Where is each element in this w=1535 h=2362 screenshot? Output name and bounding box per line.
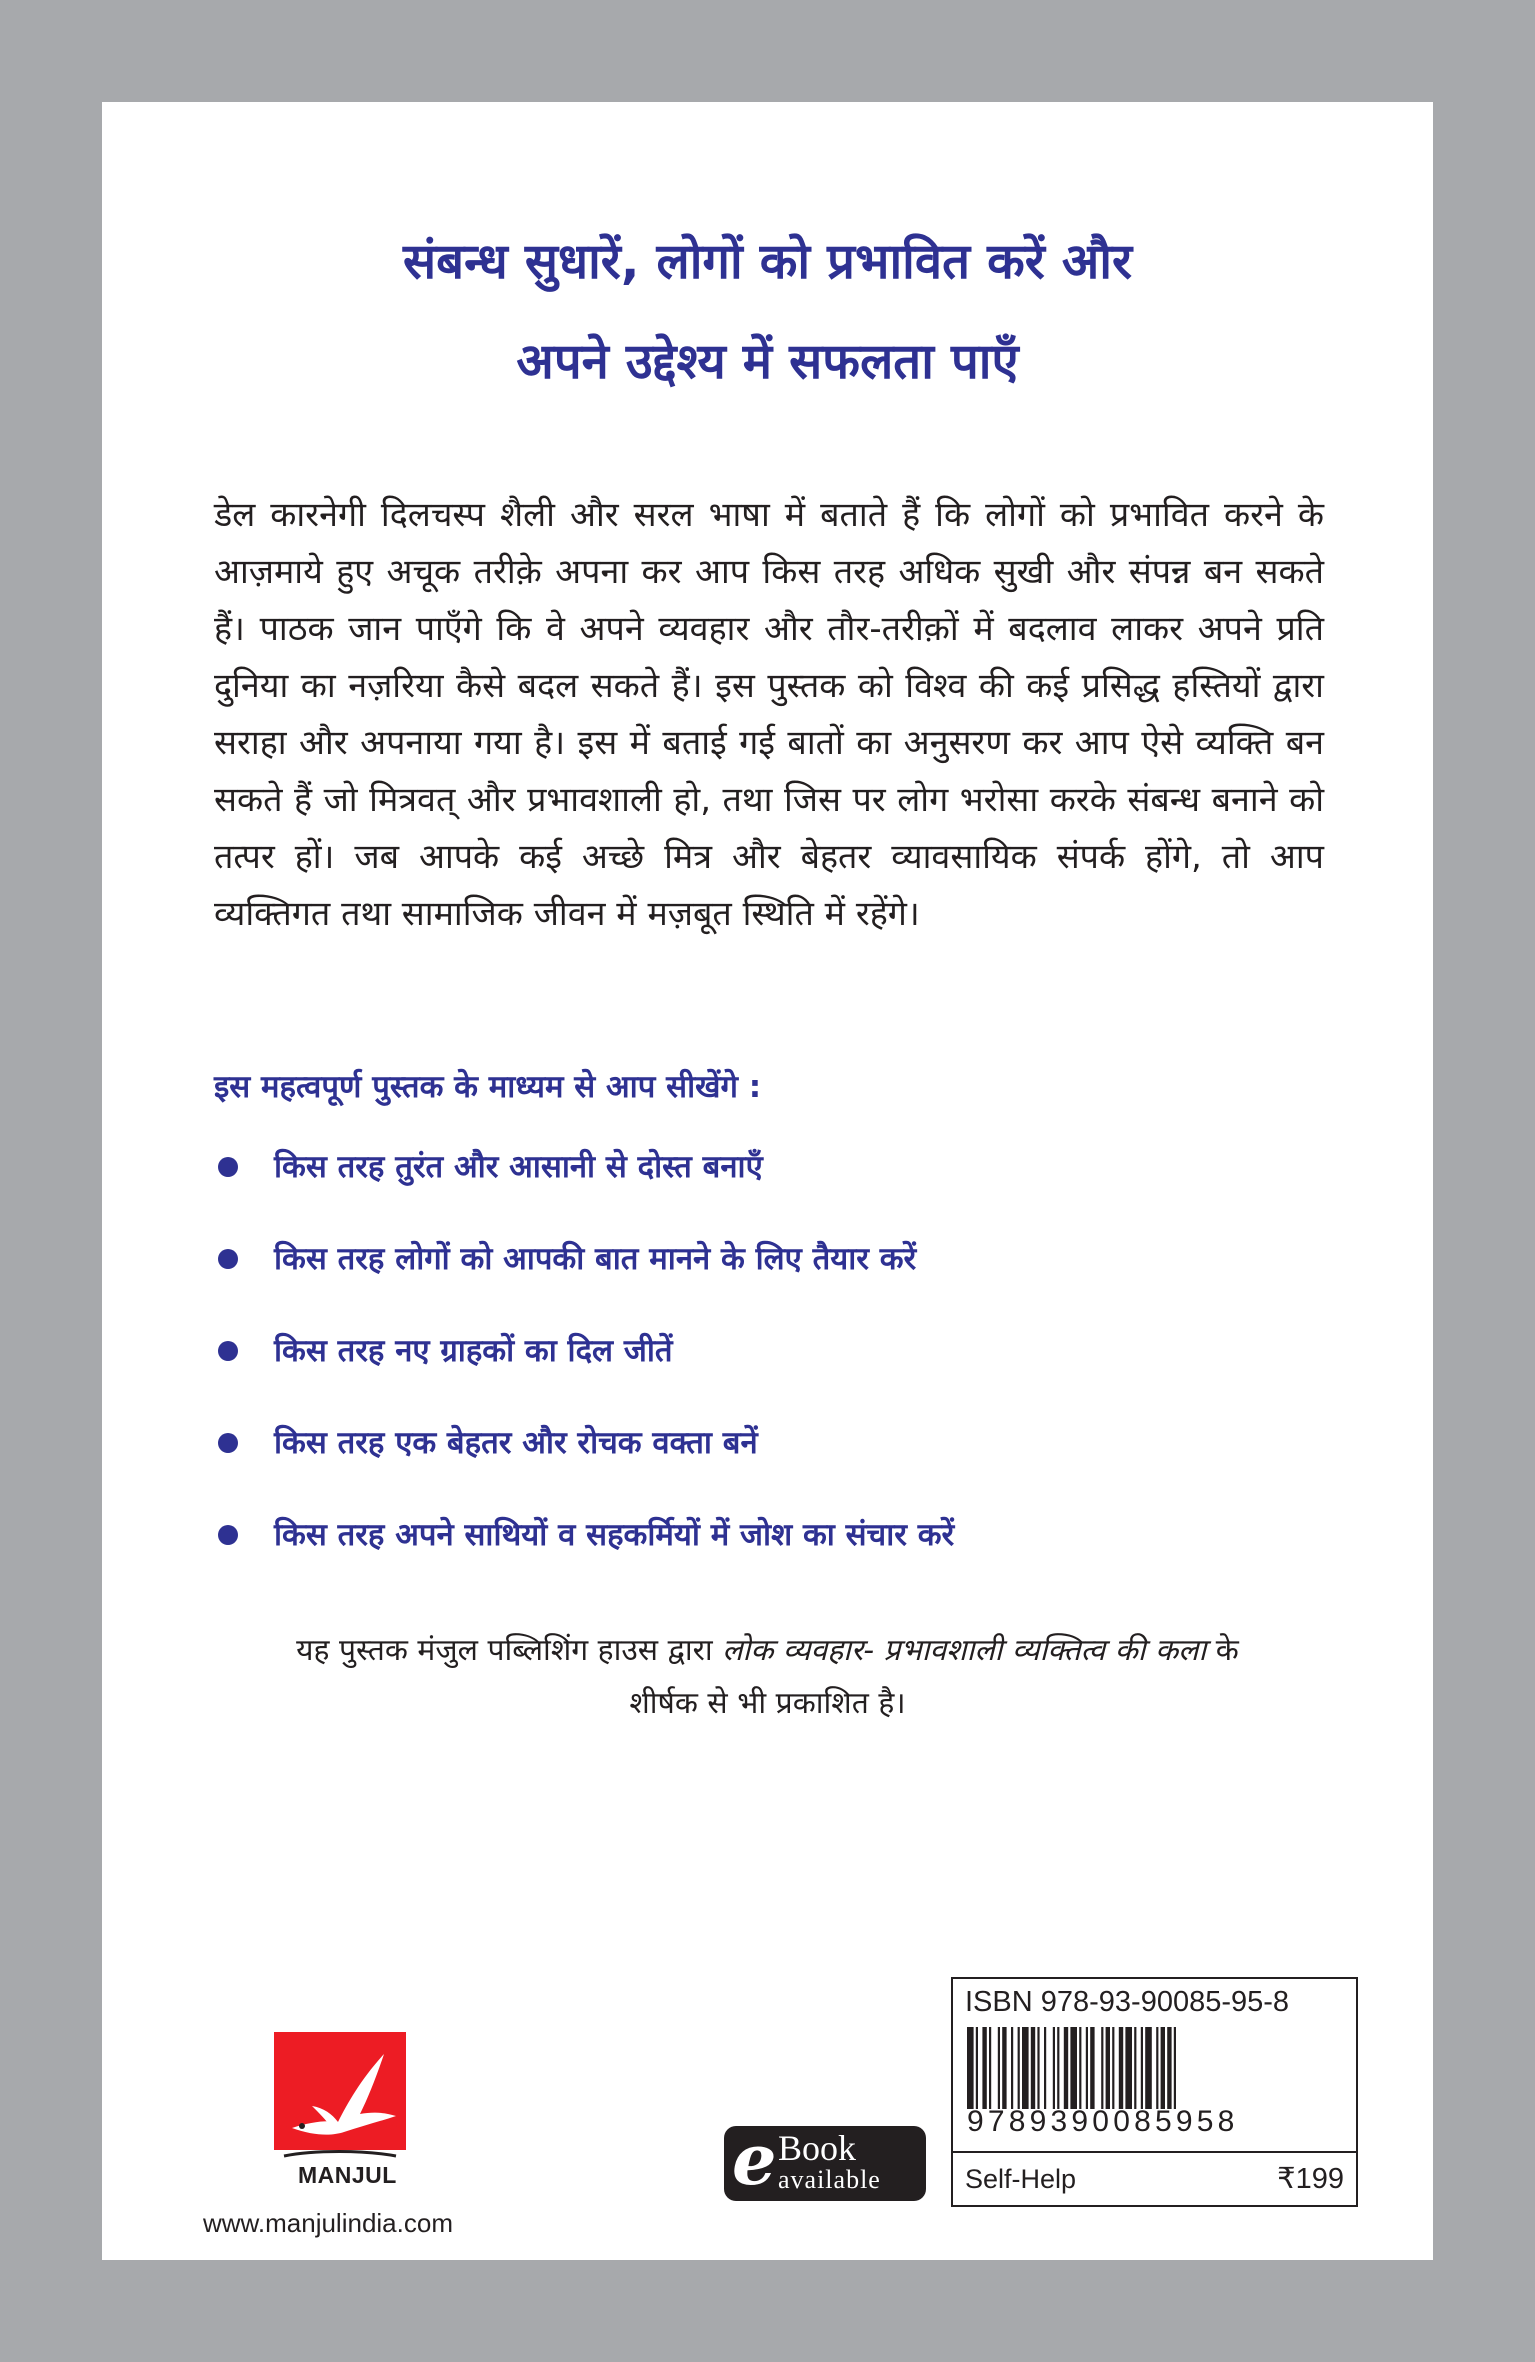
bullet-icon	[218, 1525, 238, 1545]
barcode-bar	[989, 2027, 991, 2109]
barcode-bar	[1031, 2027, 1035, 2109]
publisher-website: www.manjulindia.com	[203, 2208, 453, 2238]
description-paragraph: डेल कारनेगी दिलचस्प शैली और सरल भाषा में बताते हैं कि लोगों को प्रभावित करने के आज़माये हुए अचूक तरीक़े अपना कर आप किस तरह अधिक सुखी और संपन्न बन सकते हैं। पाठक जान पाएँगे कि वे अपने व्यवहार और तौर-तरीक़ों में बदलाव लाकर अपने प्रति दुनिया का नज़रिया कैसे बदल सकते हैं। इस पुस्तक को विश्व की कई प्रसिद्ध हस्तियों द्वारा सराहा और अपनाया गया है। इस में बताई गई बातों का अनुसरण कर आप ऐसे व्यक्ति बन सकते हैं जो मित्रवत् और प्रभावशाली हो, तथा जिस पर लोग भरोसा करके संबन्ध बनाने को तत्पर हों। जब आपके कई अच्छे मित्र और बेहतर व्यावसायिक संपर्क होंगे, तो आप व्यक्तिगत तथा सामाजिक जीवन में मज़बूत स्थिति में रहेंगे।	[214, 495, 1324, 934]
price-label: ₹199	[1277, 2163, 1344, 2195]
headline-line-2: अपने उद्देश्य में सफलता पाएँ	[516, 333, 1019, 390]
learn-list	[214, 1142, 954, 1602]
barcode-icon	[967, 2027, 1327, 2109]
isbn-label: ISBN 978-93-90085-95-8	[965, 1986, 1290, 2018]
list-item	[214, 1326, 954, 1418]
barcode-bar	[1161, 2027, 1165, 2109]
list-item	[214, 1142, 954, 1234]
headline-line-1: संबन्ध सुधारें, लोगों को प्रभावित करें और	[402, 233, 1132, 290]
barcode-bar	[1145, 2027, 1152, 2109]
note-suffix: के शीर्षक से भी प्रकाशित है।	[629, 1633, 1239, 1721]
barcode-bar	[1022, 2027, 1029, 2109]
barcode-digits: 9789390085958	[967, 2105, 1239, 2138]
barcode-bar	[1106, 2027, 1110, 2109]
bullet-icon	[218, 1341, 238, 1361]
list-item-text: किस तरह नए ग्राहकों का दिल जीतें	[274, 1333, 673, 1369]
barcode-bar	[1002, 2027, 1006, 2109]
cover-headline	[102, 212, 1433, 412]
barcode-bar	[1125, 2027, 1132, 2109]
barcode-bar	[1141, 2027, 1143, 2109]
barcode-bar	[1134, 2027, 1136, 2109]
barcode-footer	[953, 2151, 1356, 2207]
barcode-bar	[1167, 2027, 1171, 2109]
bullet-icon	[218, 1249, 238, 1269]
note-alt-title: लोक व्यवहार- प्रभावशाली व्यक्तित्व की कला	[722, 1633, 1207, 1668]
barcode-bar	[976, 2027, 978, 2109]
category-label: Self-Help	[965, 2164, 1077, 2194]
manjul-logo-icon	[274, 2032, 406, 2164]
barcode-bar	[1101, 2027, 1103, 2109]
barcode-bar	[1112, 2027, 1114, 2109]
barcode-bar	[1064, 2027, 1068, 2109]
barcode-bar	[1119, 2027, 1123, 2109]
barcode-bar	[1156, 2027, 1158, 2109]
ebook-badge	[724, 2118, 926, 2201]
barcode-bar	[1079, 2027, 1081, 2109]
note-prefix: यह पुस्तक मंजुल पब्लिशिंग हाउस द्वारा	[296, 1633, 723, 1668]
barcode-bar	[1044, 2027, 1046, 2109]
bullet-icon	[218, 1157, 238, 1177]
barcode-bar	[1053, 2027, 1055, 2109]
list-item	[214, 1510, 954, 1602]
barcode-bar	[1174, 2027, 1176, 2109]
list-item-text: किस तरह एक बेहतर और रोचक वक्ता बनें	[274, 1425, 758, 1461]
barcode-bar	[1070, 2027, 1077, 2109]
list-item-text: किस तरह लोगों को आपकी बात मानने के लिए तैयार करें	[274, 1241, 917, 1277]
ebook-word: Book	[778, 2128, 857, 2168]
barcode-bar	[967, 2027, 974, 2109]
bullet-icon	[218, 1433, 238, 1453]
barcode-bar	[982, 2027, 986, 2109]
ebook-letter: e	[732, 2118, 777, 2201]
barcode-bar	[1018, 2027, 1020, 2109]
barcode-bar	[1037, 2027, 1039, 2109]
list-item	[214, 1234, 954, 1326]
list-item	[214, 1418, 954, 1510]
barcode-bar	[1090, 2027, 1094, 2109]
learn-heading: इस महत्वपूर्ण पुस्तक के माध्यम से आप सीखेंगे :	[214, 1069, 762, 1105]
list-item-text: किस तरह तुरंत और आसानी से दोस्त बनाएँ	[274, 1149, 763, 1185]
also-published-note	[262, 1624, 1273, 1730]
barcode-bar	[1086, 2027, 1088, 2109]
barcode-panel	[951, 1977, 1358, 2207]
publisher-name: MANJUL	[298, 2162, 397, 2188]
list-item-text: किस तरह अपने साथियों व सहकर्मियों में जोश का संचार करें	[274, 1517, 955, 1553]
barcode-bar	[1011, 2027, 1013, 2109]
barcode-bar	[1057, 2027, 1059, 2109]
ebook-available: available	[778, 2165, 881, 2194]
barcode-bar	[998, 2027, 1000, 2109]
back-cover	[102, 102, 1433, 2260]
